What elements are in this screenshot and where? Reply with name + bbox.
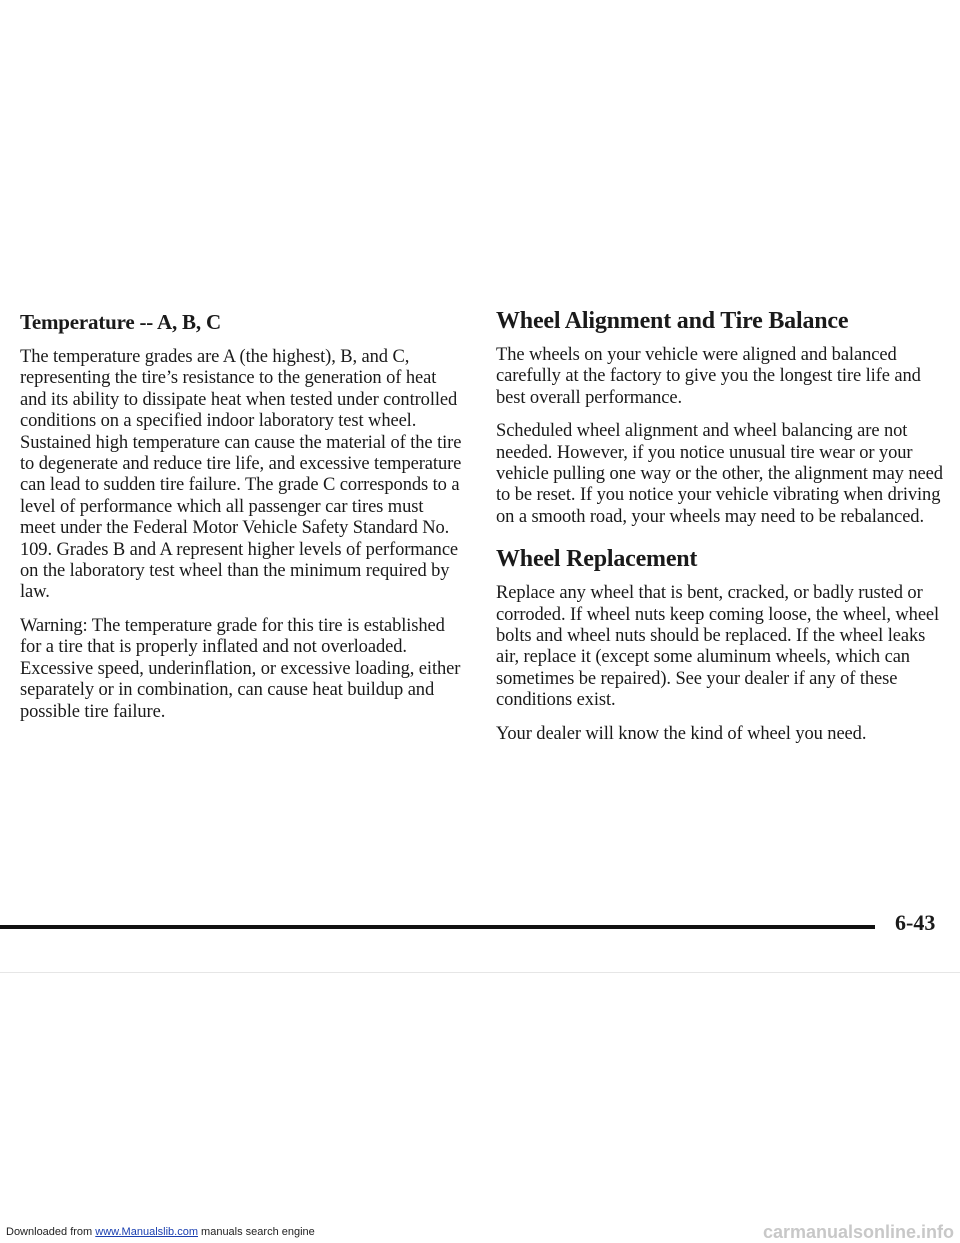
temperature-heading: Temperature -- A, B, C: [20, 310, 221, 334]
watermark-text: carmanualsonline.info: [762, 1222, 954, 1242]
replacement-paragraph-1: Replace any wheel that is bent, cracked, or badly rusted or corroded. If wheel nuts keep coming loose, the wheel, wheel bolts and wheel nuts should be replaced. If the wheel leaks air, replace it (except some aluminum wheels, which can sometimes be repaired). See your dealer if any of these conditions exist.: [496, 583, 940, 711]
scan-edge-line: [0, 972, 960, 973]
right-column: [496, 308, 948, 757]
temperature-paragraph-1: The temperature grades are A (the highest), B, and C, representing the tire’s resistance to the generation of heat and its ability to dissipate heat when tested under controlled conditions on a specified indoor laboratory test wheel. Sustained high temperature can cause the material of the tire to degenerate and reduce tire life, and excessive temperature can lead to sudden tire failure. The grade C corresponds to a level of performance which all passenger car tires must meet under the Federal Motor Vehicle Safety Standard No. 109. Grades B and A represent higher levels of performance on the laboratory test wheel than the minimum required by law.: [20, 347, 462, 603]
download-credit-suffix: manuals search engine: [197, 1226, 315, 1238]
footer: [0, 1222, 960, 1242]
wheel-replacement-heading: Wheel Replacement: [496, 546, 698, 573]
download-credit-prefix: Downloaded from: [6, 1226, 96, 1238]
page-rule-divider: [0, 925, 875, 929]
alignment-paragraph-1: The wheels on your vehicle were aligned and balanced carefully at the factory to give you the longest tire life and best overall performance.: [496, 345, 921, 408]
left-column: [20, 308, 462, 735]
download-credit: [6, 1226, 315, 1238]
replacement-paragraph-2: Your dealer will know the kind of wheel you need.: [496, 723, 867, 744]
page-number: 6-43: [895, 910, 936, 935]
wheel-alignment-heading: Wheel Alignment and Tire Balance: [496, 308, 849, 334]
alignment-paragraph-2: Scheduled wheel alignment and wheel balancing are not needed. However, if you notice unusual tire wear or your vehicle pulling one way or the other, the alignment may need to be reset. If you notice your vehicle vibrating when driving on a smooth road, your wheels may need to be rebalanced.: [496, 421, 943, 527]
manualslib-link[interactable]: www.Manualslib.com: [95, 1226, 198, 1238]
temperature-warning-paragraph: Warning: The temperature grade for this tire is established for a tire that is properly inflated and not overloaded. Excessive speed, underinflation, or excessive loading, either separately or in combination, can cause heat buildup and possible tire failure.: [20, 615, 461, 722]
